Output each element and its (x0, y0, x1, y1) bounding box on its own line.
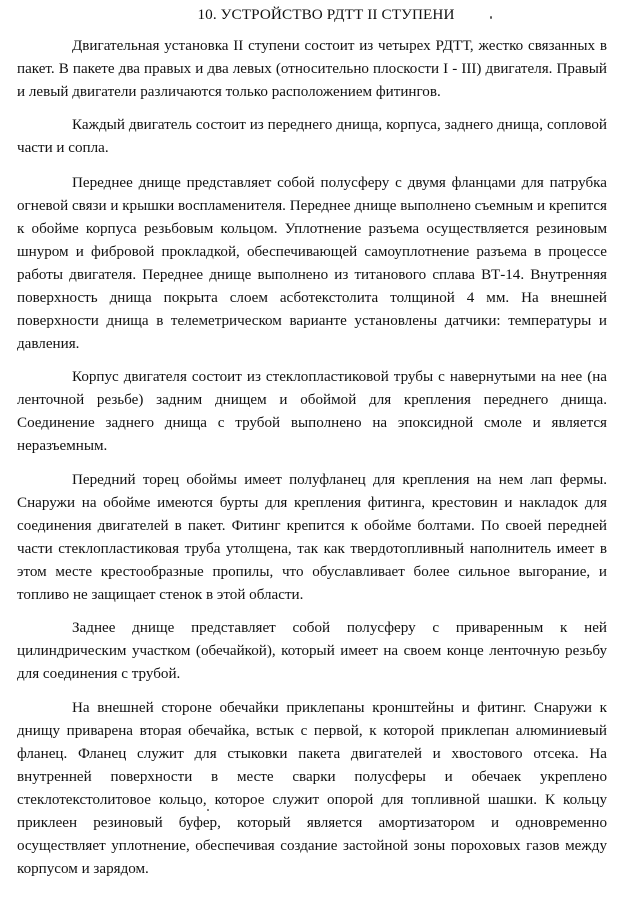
paragraph-rear-dome: Заднее днище представляет собой полусферу с приваренным к ней цилиндрическим участком (обечайкой), который имеет на своем конце ленточную резьбу для соединения с трубой. (17, 620, 607, 682)
paragraph-engine-composition: Каждый двигатель состоит из переднего днища, корпуса, заднего днища, сопловой части и сопла. (17, 117, 607, 156)
paragraph-shell-exterior: На внешней стороне обечайки приклепаны кронштейны и фитинг. Снаружи к днищу приварена вторая обечайка, встык с первой, к которой приклепан алюминиевый фланец. Фланец служит для стыковки пакета двигателей и хвостового отсека. На внутренней поверхности в месте сварки полусферы и обечаек укреплено стеклотекстолитовое кольцо, которое служит опорой для топливной шашки. К кольцу приклеен резиновый буфер, который является амортизатором и одновременно осуществляет уплотнение, обеспечивая создание застойной зоны пороховых газов между корпусом и зарядом. (17, 700, 607, 877)
page-title: 10. УСТРОЙСТВО РДТТ II СТУПЕНИ (197, 6, 455, 23)
paragraph-front-dome: Переднее днище представляет собой полусферу с двумя фланцами для патрубка огневой связи и крышки воспламенителя. Переднее днище выполнено съемным и крепится к обойме корпуса резьбовым кольцом. Уплотнение разъема осуществляется резиновым шнуром и фибровой прокладкой, обеспечивающей самоуплотнение разъема в процессе работы двигателя. Переднее днище выполнено из титанового сплава ВТ-14. Внутренняя поверхность днища покрыта слоем асботекстолита толщиной 4 мм. На внешней поверхности днища в телеметрическом варианте установлены датчики: температуры и давления. (17, 175, 607, 352)
paragraph-propulsion-unit: Двигательная установка II ступени состоит из четырех РДТТ, жестко связанных в пакет. В пакете два правых и два левых (относительно плоскости I - III) двигателя. Правый и левый двигатели различаются только расположением фитингов. (17, 38, 607, 100)
scan-speck (490, 16, 492, 19)
paragraph-cage-front-end: Передний торец обоймы имеет полуфланец для крепления на нем лап фермы. Снаружи на обойме имеются бурты для крепления фитинга, крестовин и накладок для соединения двигателей в пакет. Фитинг крепится к обойме болтами. По своей передней части стеклопластиковая труба утолщена, так как твердотопливный наполнитель имеет в этом месте крестообразные пропилы, что обуславливает более сильное выгорание, и топливо не защищает стенок в этой области. (17, 472, 607, 603)
scan-speck (207, 809, 209, 811)
paragraph-engine-case: Корпус двигателя состоит из стеклопластиковой трубы с навернутыми на нее (на ленточной резьбе) задним днищем и обоймой для крепления переднего днища. Соединение заднего днища с трубой выполнено на эпоксидной смоле и является неразъемным. (17, 369, 607, 454)
